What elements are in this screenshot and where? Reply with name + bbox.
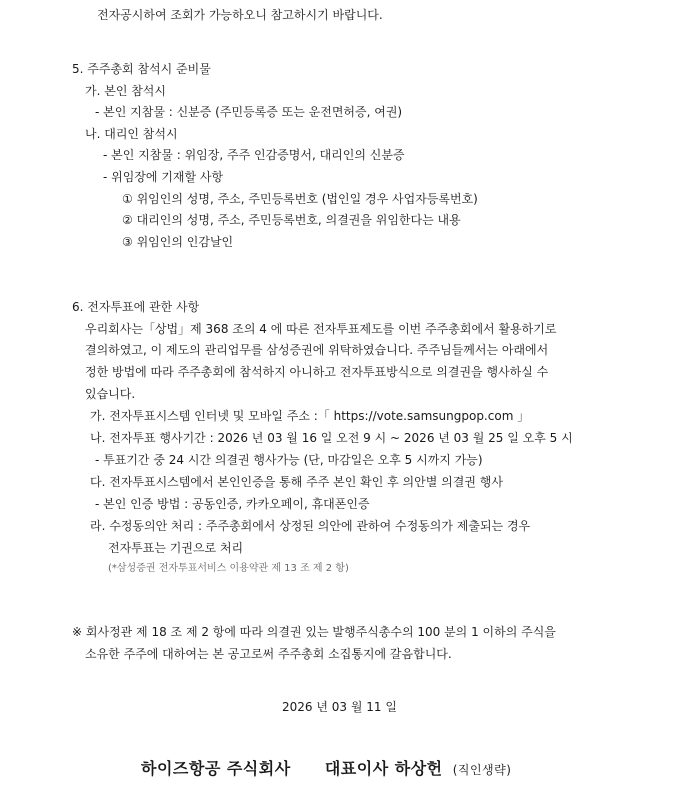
section5-heading: 5. 주주총회 참석시 준비물 (72, 62, 211, 76)
section5-b-sub2: ② 대리인의 성명, 주소, 주민등록번호, 의결권을 위임한다는 내용 (122, 213, 461, 227)
section6-item-d-cont: 전자투표는 기권으로 처리 (108, 541, 244, 555)
section5-b-item2: - 위임장에 기재할 사항 (103, 170, 224, 184)
company-name: 하이즈항공 주식회사 (141, 759, 291, 778)
section5-a-heading: 가. 본인 참석시 (85, 84, 166, 98)
section6-item-d-note: (*삼성증권 전자투표서비스 이용약관 제 13 조 제 2 항) (108, 563, 349, 574)
section6-item-c: 다. 전자투표시스템에서 본인인증을 통해 주주 본인 확인 후 의안별 의결권 행사 (90, 475, 503, 489)
section5-b-sub3: ③ 위임인의 인감날인 (122, 235, 234, 249)
section6-heading: 6. 전자투표에 관한 사항 (72, 300, 200, 314)
seal-omitted-note: (직인생략) (452, 763, 512, 777)
section6-item-c-sub: - 본인 인증 방법 : 공동인증, 카카오페이, 휴대폰인증 (95, 497, 370, 511)
section6-item-b: 나. 전자투표 행사기간 : 2026 년 03 월 16 일 오전 9 시 ~ 2026 년 03 월 25 일 오후 5 시 (90, 431, 573, 445)
ceo-name: 대표이사 하상헌 (324, 759, 443, 778)
document-date: 2026 년 03 월 11 일 (282, 700, 397, 714)
section6-para-line: 정한 방법에 따라 주주총회에 참석하지 아니하고 전자투표방식으로 의결권을 행사하실 수 (85, 365, 549, 379)
section6-para-line: 결의하였고, 이 제도의 관리업무를 삼성증권에 위탁하였습니다. 주주님들께서는 아래에서 (85, 343, 549, 357)
section5-b-item1: - 본인 지참물 : 위임장, 주주 인감증명서, 대리인의 신분증 (103, 148, 405, 162)
intro-tail-text: 전자공시하여 조회가 가능하오니 참고하시기 바랍니다. (97, 8, 383, 22)
section6-para-line: 우리회사는「상법」제 368 조의 4 에 따른 전자투표제도를 이번 주주총회에서 활용하기로 (85, 322, 557, 336)
section6-item-b-sub: - 투표기간 중 24 시간 의결권 행사가능 (단, 마감일은 오후 5 시까지 가능) (95, 453, 483, 467)
notice-line: 소유한 주주에 대하여는 본 공고로써 주주총회 소집통지에 갈음합니다. (85, 647, 452, 661)
section5-b-sub1: ① 위임인의 성명, 주소, 주민등록번호 (법인일 경우 사업자등록번호) (122, 192, 478, 206)
section6-para-line: 있습니다. (85, 387, 136, 401)
signature-block (141, 758, 511, 781)
section5-a-item: - 본인 지참물 : 신분증 (주민등록증 또는 운전면허증, 여권) (95, 105, 403, 119)
notice-line: ※ 회사정관 제 18 조 제 2 항에 따라 의결권 있는 발행주식총수의 100 분의 1 이하의 주식을 (72, 625, 556, 639)
section6-item-d: 라. 수정동의안 처리 : 주주총회에서 상정된 의안에 관하여 수정동의가 제출되는 경우 (90, 519, 531, 533)
section6-item-a: 가. 전자투표시스템 인터넷 및 모바일 주소 :「 https://vote.samsungpop.com 」 (90, 409, 530, 423)
section5-b-heading: 나. 대리인 참석시 (85, 127, 178, 141)
